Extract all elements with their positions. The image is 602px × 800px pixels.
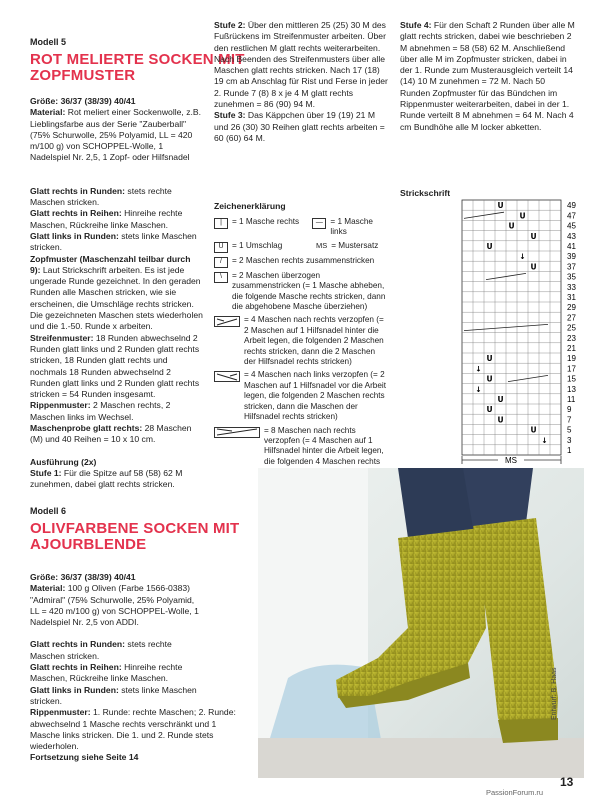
page-number: 13 xyxy=(560,775,574,789)
yarn-over-icon: U xyxy=(497,415,504,425)
model5-label: Modell 5 xyxy=(30,37,67,47)
chart-row-number: 13 xyxy=(567,384,576,394)
step-value: Für die Spitze auf 58 (58) 62 M zunehmen, dabei glatt rechts stricken. xyxy=(30,467,183,490)
symbol-legend xyxy=(214,201,389,491)
design-credit: Entwurf: B. Haas xyxy=(551,667,558,720)
yarn-over-icon: U xyxy=(497,395,504,404)
step-value: Das Käppchen über 19 (19) 21 M und 26 (30) 30 Reihen glatt rechts arbeiten = 60 (60) 64 M. xyxy=(214,110,385,143)
chart-row-number: 43 xyxy=(567,231,576,241)
legend-row xyxy=(214,241,389,253)
chart-row-number: 15 xyxy=(567,374,576,384)
chart-row-number: 35 xyxy=(567,272,576,282)
stitch-value: Hinreihe rechte Maschen, Rückreihe linke Maschen. xyxy=(30,208,183,230)
stitch-value: stets linke Maschen stricken. xyxy=(30,230,197,253)
chart-row-number: 47 xyxy=(567,211,576,221)
yarn-over-icon: U xyxy=(530,231,537,241)
model5-title-line2: ZOPFMUSTER xyxy=(30,67,136,84)
k2tog-icon: / xyxy=(214,257,228,268)
yarn-over-icon: U xyxy=(214,242,228,253)
model5-title xyxy=(30,52,245,84)
yarn-over-icon: U xyxy=(508,221,515,231)
legend-row xyxy=(214,256,389,268)
yarn-over-icon: U xyxy=(497,201,504,211)
site-watermark: PassionForum.ru xyxy=(486,788,544,797)
cable-8-right-icon xyxy=(214,427,260,438)
knit-stitch-icon: | xyxy=(214,218,228,229)
pattern-repeat-label: MS xyxy=(505,456,517,465)
step-value: Über den mittleren 25 (25) 30 M des Fußrückens im Streifenmuster arbeiten. Über den restlichen M glatt rechts weiterarbeiten. Nach Beenden des Streifenmusters über alle Maschen glatt rechts stricken. Nach 17 (18) 19 cm ab Anschlag für Rist und Ferse in jeder 2. Runde 7 (8) 8 x je 4 M glatt rechts zunehmen = 86 (90) 94 M. xyxy=(214,20,388,110)
legend-title: Zeichenerklärung xyxy=(214,201,286,211)
model6-title-line2: AJOURBLENDE xyxy=(30,536,147,553)
legend-row xyxy=(214,217,389,238)
legend-text: = 1 Masche rechts xyxy=(232,217,300,226)
stitch-value: stets rechte Maschen stricken. xyxy=(30,639,172,661)
legend-text: = 8 Maschen nach rechts verzopfen (= 4 Maschen auf 1 Hilfsnadel hinter die Arbeit legen, die folgenden 4 Maschen rechts xyxy=(264,425,384,466)
pattern-repeat-symbol: MS xyxy=(316,240,328,250)
knitting-chart-grid xyxy=(458,198,588,472)
decrease-icon: ↓ xyxy=(475,384,482,394)
stitch-label: Glatt rechts in Runden: xyxy=(30,185,126,196)
yarn-over-icon: U xyxy=(486,354,493,364)
legend-text: = 4 Maschen nach rechts verzopfen (= 2 Maschen auf 1 Hilfsnadel hinter die Arbeit legen, die folgenden 2 Maschen rechts stricken, dann die 2 Maschen der Hilfsnadel rechts stricken) xyxy=(244,315,384,367)
size-value: 36/37 (38/39) 40/41 xyxy=(60,96,136,106)
legend-text: = 2 Maschen überzogen zusammenstricken (= 1 Masche abheben, die folgende Masche rechts stricken, dann die abgehobene Masche überziehen) xyxy=(232,270,386,312)
stitch-value: Hinreihe rechte Maschen, Rückreihe linke Maschen. xyxy=(30,662,183,684)
yarn-over-icon: U xyxy=(486,374,493,384)
material-value: 100 g Oliven (Farbe 1566-0383) "Admiral" (75% Schurwolle, 25% Polyamid, LL = 420 m/100 g) von SCHOPPEL-Wolle, 1 Nadelspiel Nr. 2,5 von ADDI. xyxy=(30,583,199,628)
legend-row xyxy=(214,315,389,367)
yarn-over-icon: U xyxy=(530,262,537,272)
stitch-value: stets linke Maschen stricken. xyxy=(30,684,197,706)
yarn-over-icon: U xyxy=(519,211,526,221)
chart-row-number: 9 xyxy=(567,405,572,415)
step-label: Stufe 4: xyxy=(400,20,432,30)
chart-row-number: 17 xyxy=(567,364,576,374)
legend-row xyxy=(214,370,389,422)
stitch-value: 2 Maschen rechts, 2 Maschen links im Wechsel. xyxy=(30,400,171,422)
chart-row-number: 19 xyxy=(567,354,576,364)
chart-row-number: 27 xyxy=(567,313,576,323)
decrease-icon: ↓ xyxy=(541,435,548,445)
chart-row-number: 29 xyxy=(567,303,576,313)
legend-row xyxy=(214,271,389,313)
decrease-icon: ↓ xyxy=(475,364,482,374)
chart-row-number: 3 xyxy=(567,435,572,445)
gauge-label: Maschenprobe glatt rechts: xyxy=(30,423,143,434)
material-label: Material: xyxy=(30,107,66,118)
chart-row-number: 49 xyxy=(567,201,576,211)
stitch-value: Laut Strickschrift arbeiten. Es ist jede ungerade Runde gezeichnet. In den geraden Runden alle Maschen stricken, wie sie erscheinen, die Umschläge rechts stricken. Die gezeichneten Maschen stets wiederholen und die 1.-50. Runde x arbeiten. xyxy=(30,264,203,332)
purl-stitch-icon: — xyxy=(312,218,326,229)
chart-row-number: 21 xyxy=(567,344,576,353)
stitch-label: Glatt rechts in Reihen: xyxy=(30,662,122,673)
stitch-value: stets rechte Maschen stricken. xyxy=(30,185,172,208)
chart-row-number: 11 xyxy=(567,395,576,404)
chart-row-number: 31 xyxy=(567,293,576,302)
stitch-label: Zopfmuster (Maschenzahl teilbar durch 9): xyxy=(30,253,191,275)
yarn-over-icon: U xyxy=(486,405,493,415)
continuation-note: Fortsetzung siehe Seite 14 xyxy=(30,752,139,762)
chart-row-number: 33 xyxy=(567,282,576,292)
stitch-label: Rippenmuster: xyxy=(30,400,91,411)
step-value: Für den Schaft 2 Runden über alle M glatt rechts stricken, dabei wie beschrieben 2 M abnehmen = 58 (58) 62 M. Anschließend über alle M im Zopfmuster stricken, dabei in der 1. Runde zum Musterausgleich verteilt 14 (14) 10 M zunehmen = 72 M. Nach 50 Runden Zopfmuster für das Bündchen im Rippenmuster weiterarbeiten, dabei in der 1. Runde verteilt 8 M abnehmen = 64 M. Nach 4 cm Bundhöhe alle M locker abketten. xyxy=(400,20,575,132)
stitch-label: Glatt links in Runden: xyxy=(30,230,119,241)
stitch-value: 18 Runden abwechselnd 2 Runden glatt links und 2 Runden glatt rechts stricken, 18 Runden glatt rechts und nochmals 18 Runden abwechselnd 2 Runden glatt links und 2 Runden glatt rechts stricken = 54 Runden insgesamt. xyxy=(30,332,200,400)
chart-row-number: 1 xyxy=(567,446,572,455)
model6-title xyxy=(30,521,239,553)
decrease-icon: ↓ xyxy=(519,252,526,262)
size-label: Größe: xyxy=(30,96,59,106)
cable-4-right-icon xyxy=(214,316,240,327)
step-label: Stufe 2: xyxy=(214,20,246,30)
chart-row-number: 39 xyxy=(567,252,576,262)
stitch-label: Glatt links in Runden: xyxy=(30,684,119,695)
material-label: Material: xyxy=(30,583,66,594)
cable-4-left-icon xyxy=(214,371,240,382)
execution-heading: Ausführung (2x) xyxy=(30,456,97,467)
step-label: Stufe 1: xyxy=(30,467,62,478)
legend-text: = 1 Masche links xyxy=(330,217,373,237)
stitch-value: 1. Runde: rechte Maschen; 2. Runde: abwechselnd 1 Masche rechts verschränkt und 1 Masche links stricken. Die 1. und 2. Runde stets wiederholen. xyxy=(30,707,236,752)
model5-instructions-col3 xyxy=(400,20,575,133)
size-label: Größe: xyxy=(30,572,59,582)
chart-frame xyxy=(462,200,561,455)
chart-row-number: 41 xyxy=(567,242,576,251)
yarn-over-icon: U xyxy=(486,242,493,251)
chart-row-number: 5 xyxy=(567,425,572,435)
model6-instructions xyxy=(30,572,240,752)
model5-instructions-col1 xyxy=(30,96,203,491)
legend-text: = 1 Umschlag xyxy=(232,240,283,250)
gauge-value: 28 Maschen (M) und 40 Reihen = 10 x 10 cm. xyxy=(30,423,192,445)
olive-socks-photo xyxy=(258,468,584,778)
stitch-label: Streifenmuster: xyxy=(30,332,94,343)
yarn-over-icon: U xyxy=(530,425,537,435)
stitch-label: Glatt rechts in Reihen: xyxy=(30,208,122,219)
model6-title-line1: OLIVFARBENE SOCKEN MIT xyxy=(30,520,240,537)
step-label: Stufe 3: xyxy=(214,110,246,121)
stitch-label: Glatt rechts in Runden: xyxy=(30,639,126,650)
chart-row-number: 23 xyxy=(567,333,576,343)
chart-title: Strickschrift xyxy=(400,188,451,198)
size-value: 36/37 (38/39) 40/41 xyxy=(60,572,136,582)
chart-row-number: 45 xyxy=(567,221,576,231)
model6-label: Modell 6 xyxy=(30,506,67,516)
stitch-label: Rippenmuster: xyxy=(30,707,91,718)
chart-row-number: 25 xyxy=(567,323,576,333)
legend-text: = Mustersatz xyxy=(331,240,379,250)
knitting-chart xyxy=(458,198,588,477)
model5-instructions-col2 xyxy=(214,20,390,144)
legend-text: = 2 Maschen rechts zusammenstricken xyxy=(232,255,375,265)
model5-title-line1: ROT MELIERTE SOCKEN MIT xyxy=(30,51,245,68)
chart-row-number: 7 xyxy=(567,415,572,425)
legend-text: = 4 Maschen nach links verzopfen (= 2 Maschen auf 1 Hilfsnadel vor die Arbeit legen, die folgenden 2 Maschen rechts stricken, dann die Maschen der Hilfsnadel rechts stricken) xyxy=(244,370,386,422)
material-value: Rot meliert einer Sockenwolle, z.B. Lieblingsfarbe aus der Serie "Zauberball" (75% Schurwolle, 25% Polyamid, LL = 420 m/100 g) von SCHOPPEL-Wolle, 1 Nadelspiel Nr. 2,5, 1 Zopf- oder Hilfsnadel xyxy=(30,107,201,163)
chart-row-number: 37 xyxy=(567,262,576,272)
ssk-icon: \ xyxy=(214,272,228,283)
